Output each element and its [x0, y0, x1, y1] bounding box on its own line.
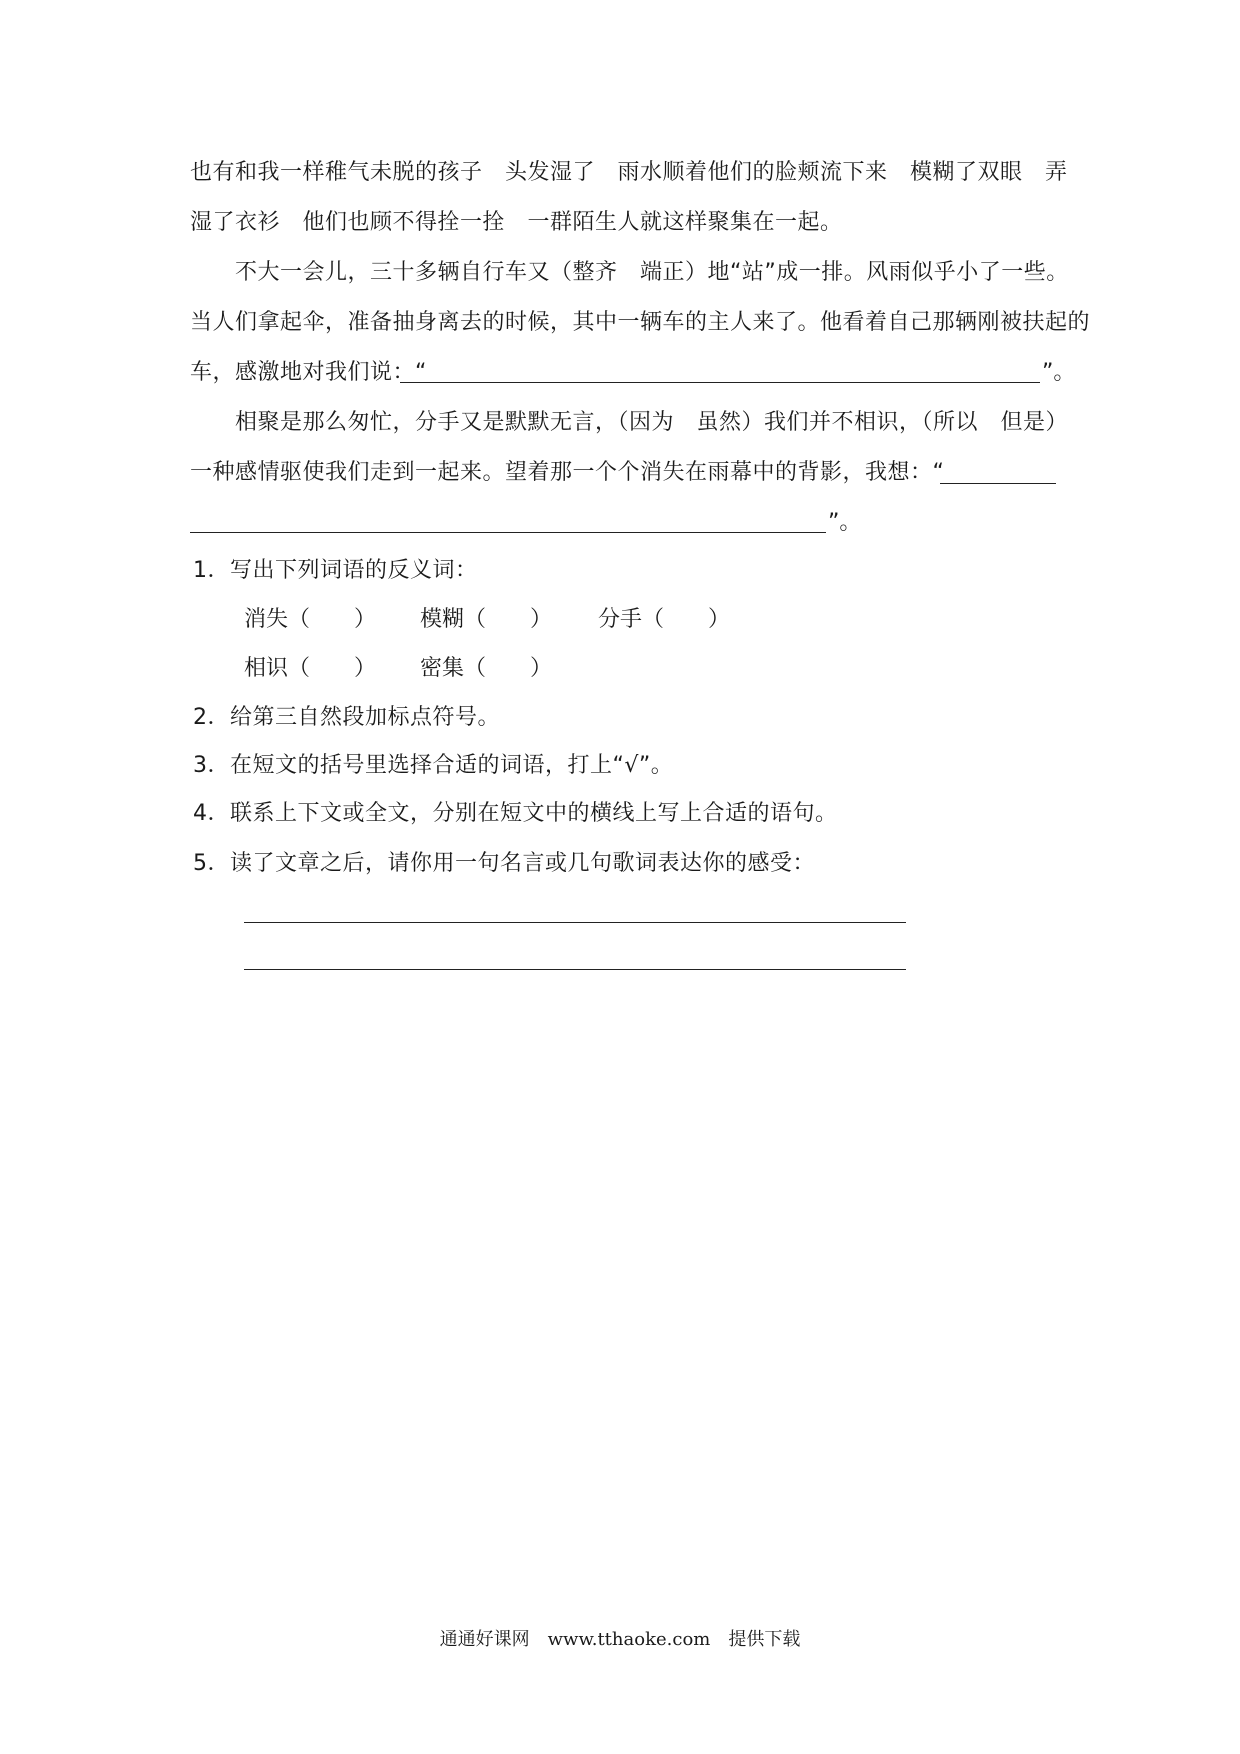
passage-line: 车，感激地对我们说：“ [190, 360, 427, 385]
passage-line: 也有和我一样稚气未脱的孩子 头发湿了 雨水顺着他们的脸颊流下来 模糊了双眼 弄 [190, 160, 1068, 185]
question-5: 5．读了文章之后，请你用一句名言或几句歌词表达你的感受： [193, 851, 815, 876]
antonym-item: 模糊（ ） [420, 607, 553, 632]
answer-blank-line[interactable] [940, 483, 1056, 484]
question-3: 3．在短文的括号里选择合适的词语，打上“√”。 [193, 753, 674, 778]
passage-line: 一种感情驱使我们走到一起来。望着那一个个消失在雨幕中的背影，我想：“ [190, 460, 945, 485]
antonym-item: 密集（ ） [420, 656, 553, 681]
page-footer: 通通好课网 www.tthaoke.com 提供下载 [439, 1629, 801, 1650]
answer-blank-line[interactable] [190, 532, 826, 533]
passage-line: 当人们拿起伞，准备抽身离去的时候，其中一辆车的主人来了。他看着自己那辆刚被扶起的 [190, 310, 1091, 335]
antonym-item: 相识（ ） [244, 656, 377, 681]
answer-blank-line[interactable] [400, 382, 1040, 383]
passage-line: 相聚是那么匆忙，分手又是默默无言，（因为 虽然）我们并不相识，（所以 但是） [190, 410, 1069, 435]
question-2: 2．给第三自然段加标点符号。 [193, 705, 500, 730]
answer-blank-line[interactable] [244, 969, 906, 970]
antonym-item: 消失（ ） [244, 607, 377, 632]
passage-line-end: ”。 [1042, 360, 1076, 385]
question-1: 1．写出下列词语的反义词： [193, 558, 478, 583]
answer-blank-line[interactable] [244, 922, 906, 923]
passage-line: 湿了衣衫 他们也顾不得拴一拴 一群陌生人就这样聚集在一起。 [190, 210, 843, 235]
question-4: 4．联系上下文或全文，分别在短文中的横线上写上合适的语句。 [193, 801, 838, 826]
passage-line-end: ”。 [828, 510, 862, 535]
passage-line: 不大一会儿，三十多辆自行车又（整齐 端正）地“站”成一排。风雨似乎小了一些。 [190, 260, 1069, 285]
antonym-item: 分手（ ） [598, 607, 731, 632]
